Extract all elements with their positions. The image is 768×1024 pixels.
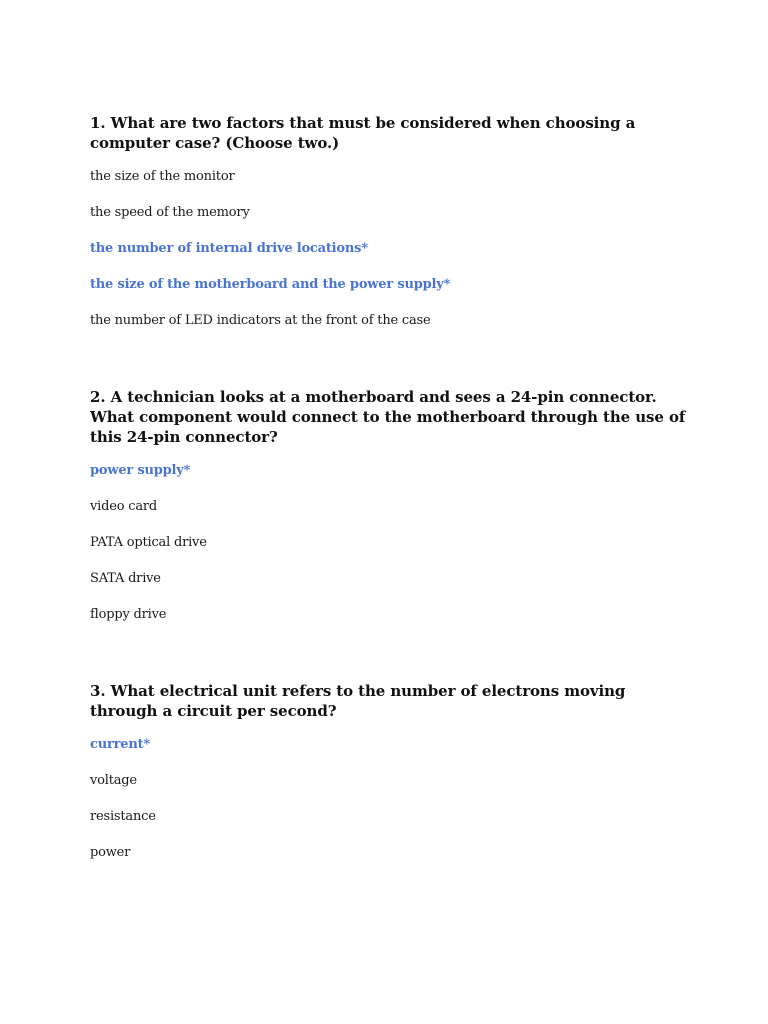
correct-answer-option: current* xyxy=(90,737,150,752)
answer-option: voltage xyxy=(90,773,137,788)
correct-answer-option: the number of internal drive locations* xyxy=(90,241,368,256)
question-3 xyxy=(90,681,690,861)
answer-option: floppy drive xyxy=(90,607,167,622)
answer-option: the size of the monitor xyxy=(90,169,235,184)
question-text: 2. A technician looks at a motherboard and sees a 24-pin connector. What component would connect to the motherboard through the use of this 24-pin connector? xyxy=(90,388,686,446)
question-1 xyxy=(90,113,690,329)
answer-option: the number of LED indicators at the front of the case xyxy=(90,313,431,328)
answer-options xyxy=(90,169,690,329)
answer-options xyxy=(90,737,690,861)
correct-answer-option: the size of the motherboard and the power supply* xyxy=(90,277,451,292)
answer-options xyxy=(90,463,690,623)
answer-option: SATA drive xyxy=(90,571,161,586)
answer-option: PATA optical drive xyxy=(90,535,207,550)
question-2 xyxy=(90,387,690,623)
answer-option: the speed of the memory xyxy=(90,205,250,220)
correct-answer-option: power supply* xyxy=(90,463,191,478)
answer-option: video card xyxy=(90,499,158,514)
question-text: 3. What electrical unit refers to the number of electrons moving through a circuit per second? xyxy=(90,682,626,720)
answer-option: power xyxy=(90,845,131,860)
answer-option: resistance xyxy=(90,809,156,824)
question-text: 1. What are two factors that must be considered when choosing a computer case? (Choose two.) xyxy=(90,114,636,152)
